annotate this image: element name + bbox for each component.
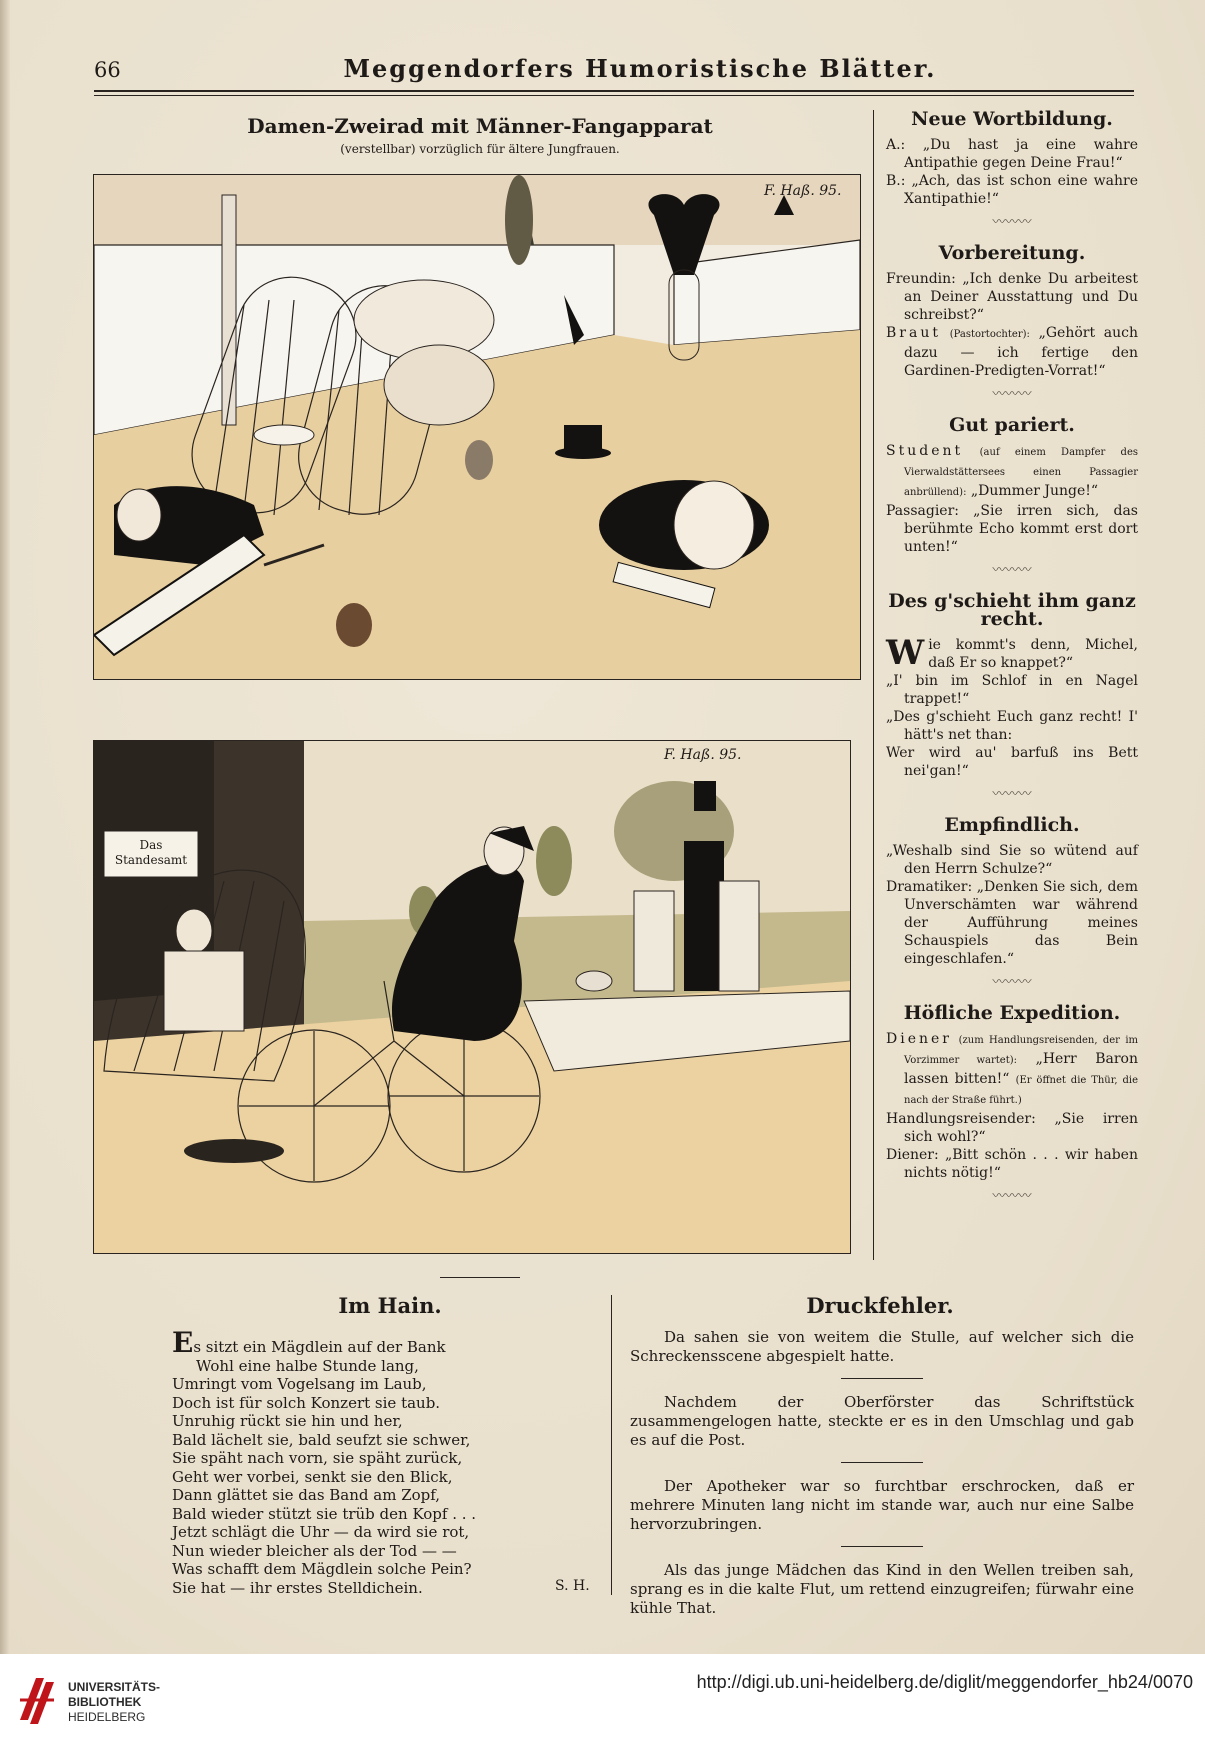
stage-direction: (Pastortochter): <box>949 329 1030 340</box>
dialogue-line <box>886 1030 1138 1110</box>
speaker-name: Braut <box>886 325 941 341</box>
cartoon-subtitle: (verstellbar) vorzüglich für ältere Jungfrauen. <box>340 142 620 156</box>
viewer-footer <box>0 1654 1205 1745</box>
illustration-bottom <box>93 740 851 1254</box>
section-title-neue-wortbildung: Neue Wortbildung. <box>911 108 1113 130</box>
paragraph-separator <box>841 1546 923 1547</box>
poem-line: Umringt vom Vogelsang im Laub, <box>172 1375 427 1393</box>
poem-line: Unruhig rückt sie hin und her, <box>172 1412 403 1430</box>
poem-title: Im Hain. <box>338 1293 442 1318</box>
section-divider: 〰〰〰 <box>992 975 1032 990</box>
library-logo-icon <box>16 1670 58 1730</box>
stage-direction: (auf einem Dampfer des Vierwaldstättersees einen Passagier anbrüllend): <box>904 447 1139 498</box>
section-title-des-gschieht: Des g'schieht ihm ganz recht. <box>888 590 1136 630</box>
library-name <box>68 1680 160 1725</box>
poem-signature: S. H. <box>555 1578 590 1594</box>
library-name-line: BIBLIOTHEK <box>68 1695 142 1709</box>
column-divider-right <box>873 110 874 1260</box>
header-rule-top <box>94 90 1134 92</box>
speaker-name: Student <box>886 443 964 459</box>
poem-line: Bald lächelt sie, bald seufzt sie schwer, <box>172 1430 471 1449</box>
section-divider: 〰〰〰 <box>992 563 1032 578</box>
page-number: 66 <box>94 58 121 82</box>
poem-line: Nun wieder bleicher als der Tod — — <box>172 1541 457 1560</box>
divider-center-short <box>440 1277 520 1278</box>
cartoon-title: Damen-Zweirad mit Männer-Fangapparat <box>247 114 713 138</box>
poem-line: Was schafft dem Mägdlein solche Pein? <box>172 1560 472 1578</box>
dialogue-line: A.: „Du hast ja eine wahre Antipathie gegen Deine Frau!“ <box>886 137 1138 171</box>
section-title-empfindlich: Empfindlich. <box>944 814 1080 836</box>
masthead-title: Meggendorfers Humoristische Blätter. <box>343 54 937 83</box>
dialogue-line <box>886 442 1138 502</box>
drop-cap: E <box>172 1326 194 1359</box>
drop-cap: W <box>886 633 925 673</box>
dialogue-line: „Weshalb sind Sie so wütend auf den Herrn Schulze?“ <box>886 843 1138 877</box>
druckfehler-paragraph: Als das junge Mädchen das Kind in den Wellen treiben sah, sprang es in die kalte Flut, um rettend einzugreifen; fürwahr eine kühle That. <box>630 1561 1134 1617</box>
permalink-url[interactable]: http://digi.ub.uni-heidelberg.de/diglit/meggendorfer_hb24/0070 <box>696 1672 1193 1692</box>
verse-line: „I' bin im Schlof in en Nagel trappet!“ <box>886 673 1138 707</box>
dialogue-line: Handlungsreisender: „Sie irren sich wohl?“ <box>886 1111 1138 1145</box>
section-title-vorbereitung: Vorbereitung. <box>938 242 1086 264</box>
druckfehler-paragraph: Nachdem der Oberförster das Schriftstück zusammengelogen hatte, steckte er es in den Umschlag und gab es auf die Post. <box>630 1393 1134 1449</box>
header-rule-bottom <box>94 95 1134 96</box>
poem-line: Jetzt schlägt die Uhr — da wird sie rot, <box>172 1523 470 1541</box>
registry-office-sign: Das Standesamt <box>114 838 188 867</box>
verse-text: ie kommt's denn, Michel, daß Er so knappet?“ <box>928 637 1138 671</box>
paragraph-separator <box>841 1378 923 1379</box>
section-title-hoefliche-expedition: Höfliche Expedition. <box>903 1002 1121 1024</box>
dialogue-line: Dramatiker: „Denken Sie sich, dem Unverschämten war während der Aufführung meines Schauspiels das Bein eingeschlafen.“ <box>886 879 1138 967</box>
dialogue-line <box>886 324 1138 380</box>
binding-gutter <box>0 0 10 1654</box>
poem-line: Dann glättet sie das Band am Zopf, <box>172 1486 441 1504</box>
stage-direction: (zum Handlungsreisenden, der im Vorzimmer wartet): <box>904 1035 1138 1066</box>
poem-line: Doch ist für solch Konzert sie taub. <box>172 1393 441 1412</box>
speaker-name: Diener <box>886 1031 952 1047</box>
verse-line: Wer wird au' barfuß ins Bett nei'gan!“ <box>886 745 1138 779</box>
artist-signature-top: F. Haß. 95. <box>764 183 842 199</box>
poem-text: s sitzt ein Mägdlein auf der Bank <box>193 1338 446 1356</box>
section-divider: 〰〰〰 <box>992 1189 1032 1204</box>
section-divider: 〰〰〰 <box>992 215 1032 230</box>
poem-body <box>172 1326 592 1597</box>
poem-line: Bald wieder stützt sie trüb den Kopf . . . <box>172 1504 477 1523</box>
stage-direction: (Er öffnet die Thür, die nach der Straße führt.) <box>904 1075 1138 1106</box>
dialogue-text: „Herr Baron lassen bitten!“ <box>904 1051 1138 1087</box>
poem-line: Sie hat — ihr erstes Stelldichein. <box>172 1578 423 1597</box>
dialogue-line: Diener: „Bitt schön . . . wir haben nichts nötig!“ <box>886 1147 1138 1181</box>
druckfehler-paragraph: Da sahen sie von weitem die Stulle, auf welcher sich die Schreckensscene abgespielt hatte. <box>630 1328 1134 1365</box>
dialogue-text: „Dummer Junge!“ <box>970 483 1099 499</box>
library-name-line: HEIDELBERG <box>68 1710 146 1724</box>
paragraph-separator <box>841 1462 923 1463</box>
right-column <box>886 110 1138 1218</box>
column-divider-bottom <box>611 1295 612 1595</box>
verse-line: „Des g'schieht Euch ganz recht! I' hätt's net than: <box>886 709 1138 743</box>
dialogue-line: Freundin: „Ich denke Du arbeitest an Deiner Ausstattung und Du schreibst?“ <box>886 271 1138 323</box>
section-divider: 〰〰〰 <box>992 387 1032 402</box>
illustration-top <box>93 174 861 680</box>
dialogue-text: „Gehört auch dazu — ich fertige den Gardinen-Predigten-Vorrat!“ <box>904 325 1139 379</box>
dialogue-line: Passagier: „Sie irren sich, das berühmte Echo kommt erst dort unten!“ <box>886 503 1138 555</box>
section-title-gut-pariert: Gut pariert. <box>949 414 1075 436</box>
section-divider: 〰〰〰 <box>992 787 1032 802</box>
druckfehler-title: Druckfehler. <box>806 1293 954 1318</box>
artist-signature-bottom: F. Haß. 95. <box>664 747 742 763</box>
dialogue-line: B.: „Ach, das ist schon eine wahre Xantipathie!“ <box>886 173 1138 207</box>
poem-line: Sie späht nach vorn, sie späht zurück, <box>172 1449 463 1467</box>
poem-line: Wohl eine halbe Stunde lang, <box>196 1356 419 1375</box>
library-name-line: UNIVERSITÄTS- <box>68 1680 161 1694</box>
poem-line <box>172 1326 592 1359</box>
druckfehler-body <box>630 1328 1134 1618</box>
verse-line <box>886 633 1138 673</box>
druckfehler-paragraph: Der Apotheker war so furchtbar erschrocken, daß er mehrere Minuten lang nicht im stande war, auch nur eine Salbe hervorzubringen. <box>630 1477 1134 1533</box>
poem-line: Geht wer vorbei, senkt sie den Blick, <box>172 1467 453 1486</box>
